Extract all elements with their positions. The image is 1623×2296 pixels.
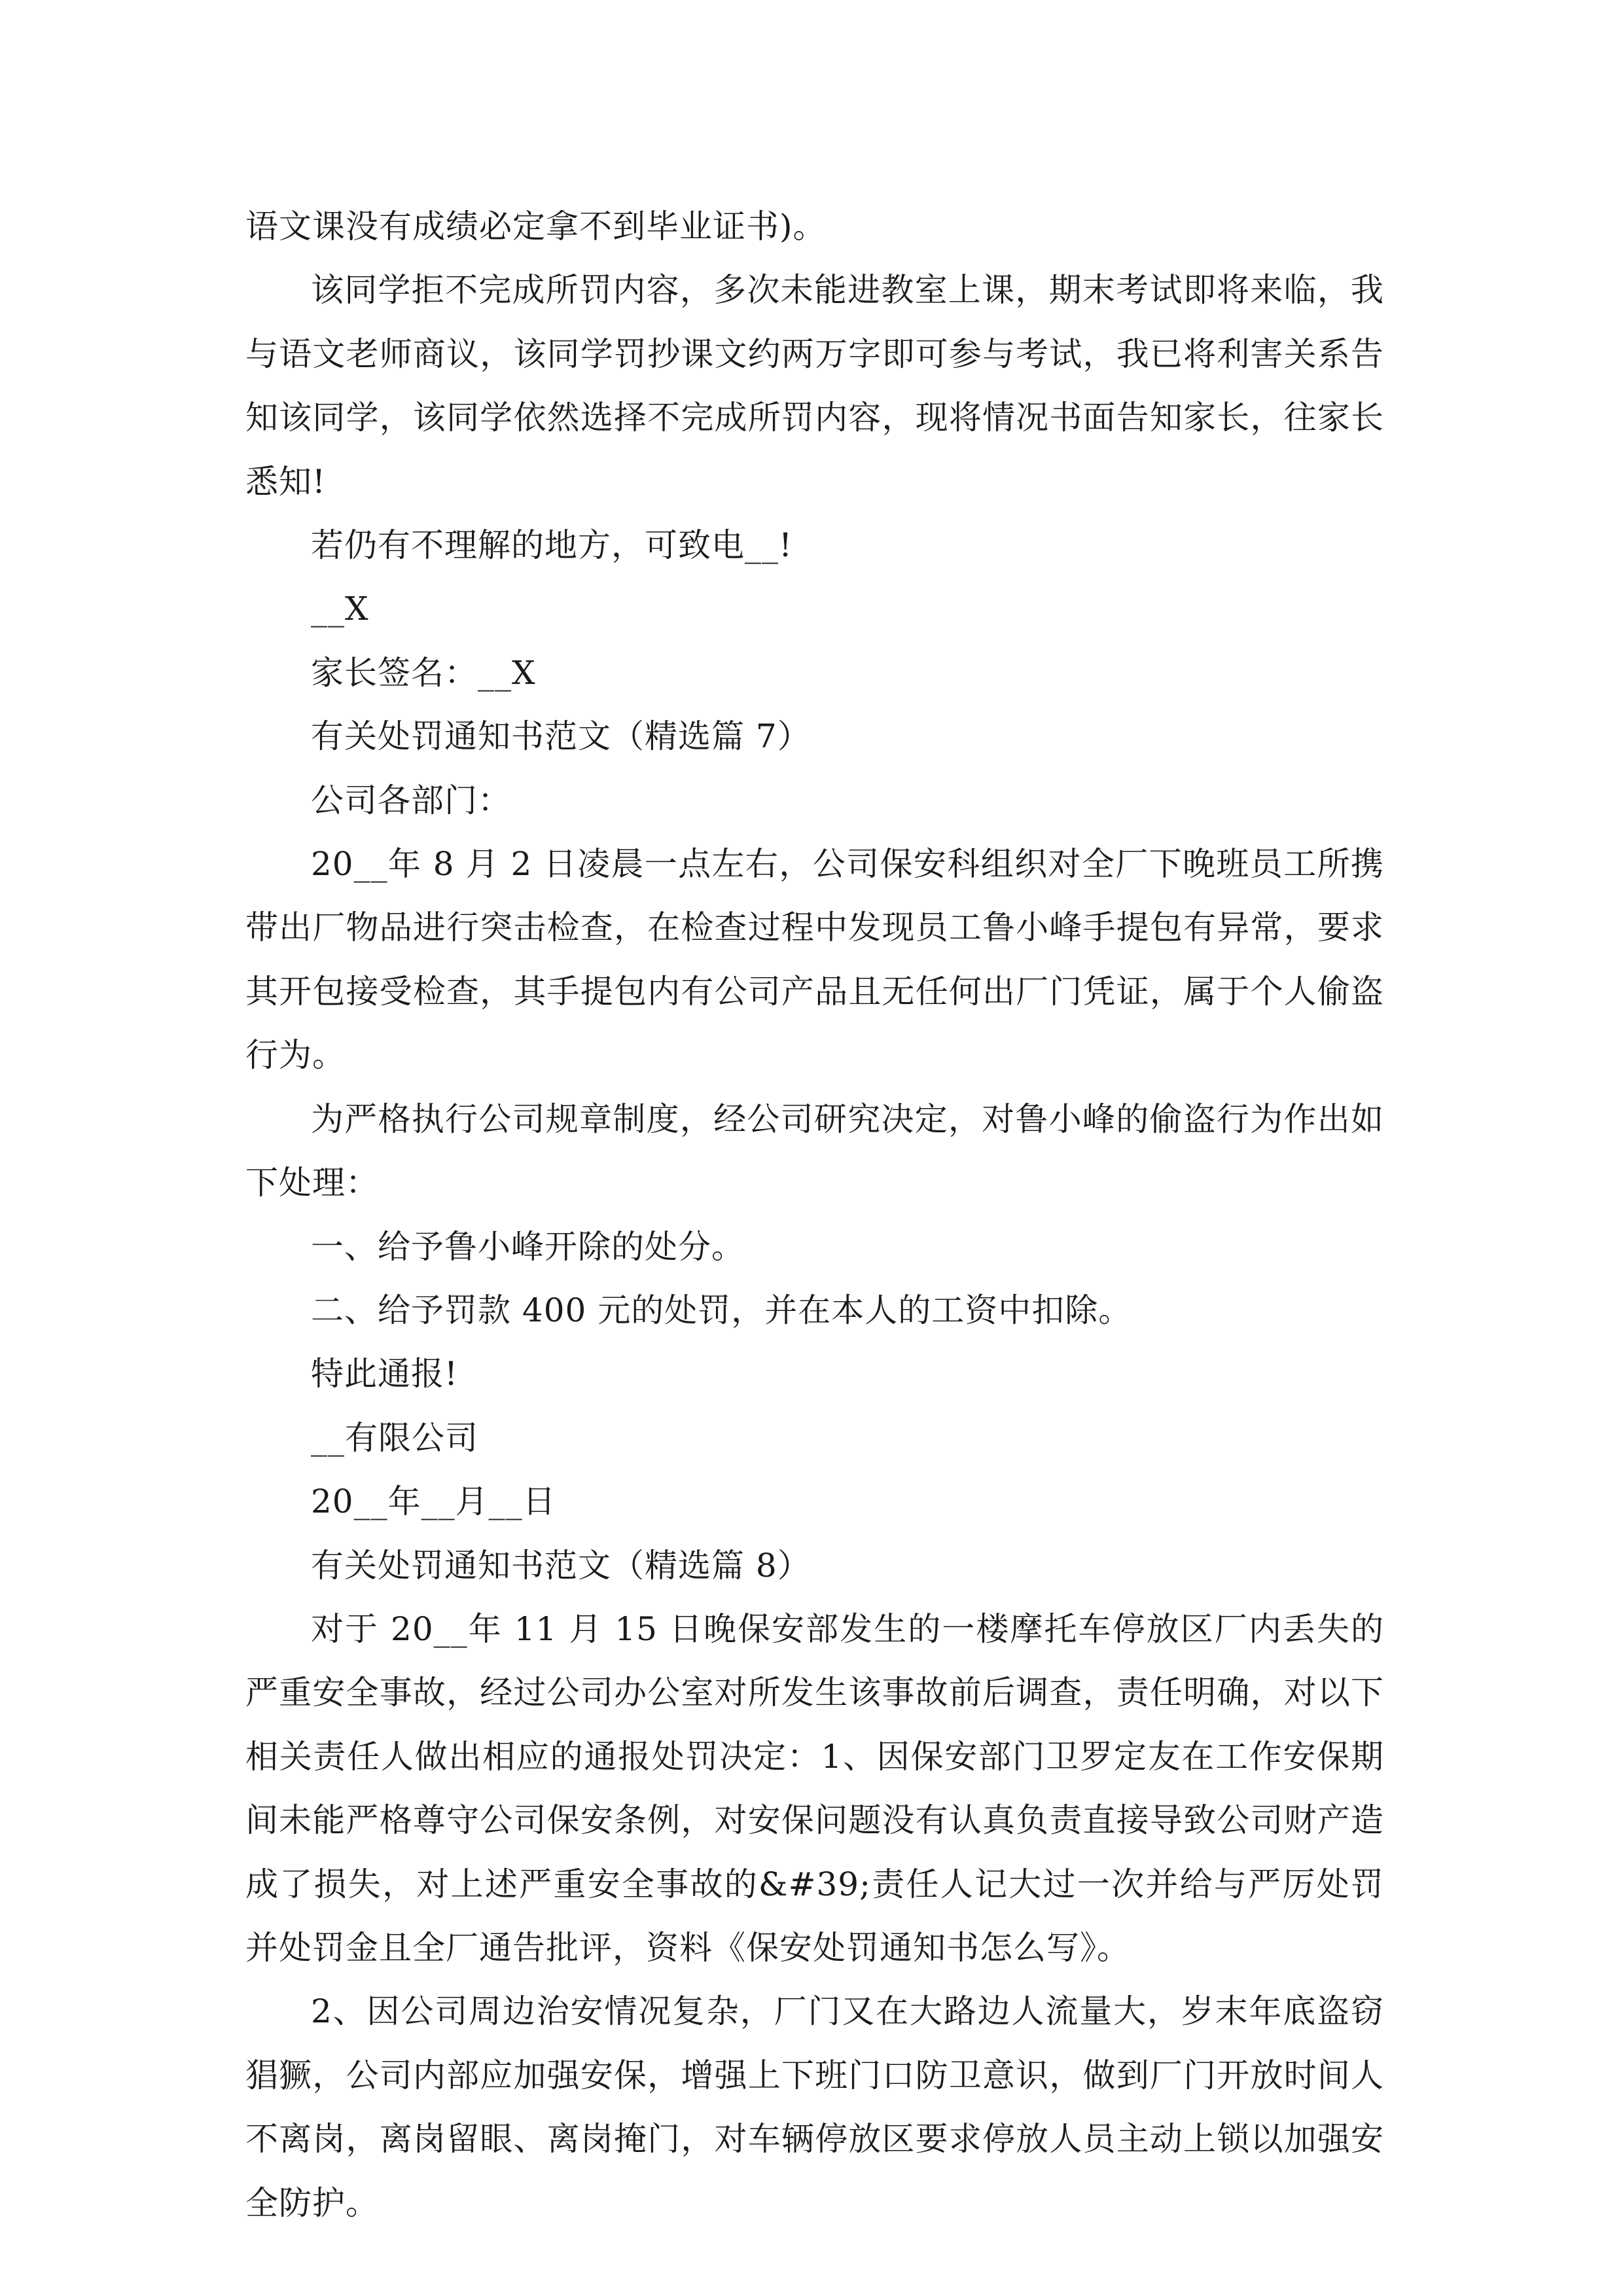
paragraph-security-measures: 2、因公司周边治安情况复杂，厂门又在大路边人流量大，岁末年底盗窃猖獗，公司内部应加强安保，增强上下班门口防卫意识，做到厂门开放时间人不离岗，离岗留眼、离岗掩门，对车辆停放区要求停放人员主动上锁以加强安全防护。 [245,1992,1384,2222]
section-heading-8: 有关处罚通知书范文（精选篇 8） [311,1546,811,1585]
paragraph-decision: 为严格执行公司规章制度，经公司研究决定，对鲁小峰的偷盗行为作出如下处理： [245,1100,1384,1202]
paragraph-notice: 特此通报! [311,1355,459,1393]
paragraph-accident-report: 对于 20__年 11 月 15 日晚保安部发生的一楼摩托车停放区厂内丢失的严重安全事故，经过公司办公室对所发生该事故前后调查，责任明确，对以下相关责任人做出相应的通报处罚决定：1、因保安部门卫罗定友在工作安保期间未能严格尊守公司保安条例，对安保问题没有认真负责直接导致公司财产造成了损失，对上述严重安全事故的&#39;责任人记大过一次并给与严厉处罚并处罚金且全厂通告批评，资料《保安处罚通知书怎么写》。 [245,1609,1384,1967]
list-item-fine: 二、给予罚款 400 元的处罚，并在本人的工资中扣除。 [311,1291,1132,1329]
paragraph-date: 20__年__月__日 [311,1482,556,1521]
paragraph-continuation: 语文课没有成绩必定拿不到毕业证书)。 [245,207,827,245]
paragraph-contact: 若仍有不理解的地方，可致电__! [311,526,793,565]
paragraph-signer: __X [311,590,369,628]
paragraph-incident: 20__年 8 月 2 日凌晨一点左右，公司保安科组织对全厂下晚班员工所携带出厂物品进行突击检查，在检查过程中发现员工鲁小峰手提包有异常，要求其开包接受检查，其手提包内有公司产品且无任何出厂门凭证，属于个人偷盗行为。 [245,845,1384,1075]
document-body [245,195,1384,2235]
section-heading-7: 有关处罚通知书范文（精选篇 7） [311,717,811,756]
paragraph-refusal-notice: 该同学拒不完成所罚内容，多次未能进教室上课，期末考试即将来临，我与语文老师商议，该同学罚抄课文约两万字即可参与考试，我已将利害关系告知该同学，该同学依然选择不完成所罚内容，现将情况书面告知家长，往家长悉知! [245,271,1384,501]
list-item-dismissal: 一、给予鲁小峰开除的处分。 [311,1227,745,1266]
paragraph-salutation: 公司各部门： [311,781,511,819]
paragraph-company: __有限公司 [311,1418,478,1457]
paragraph-parent-signature: 家长签名：__X [311,653,536,692]
